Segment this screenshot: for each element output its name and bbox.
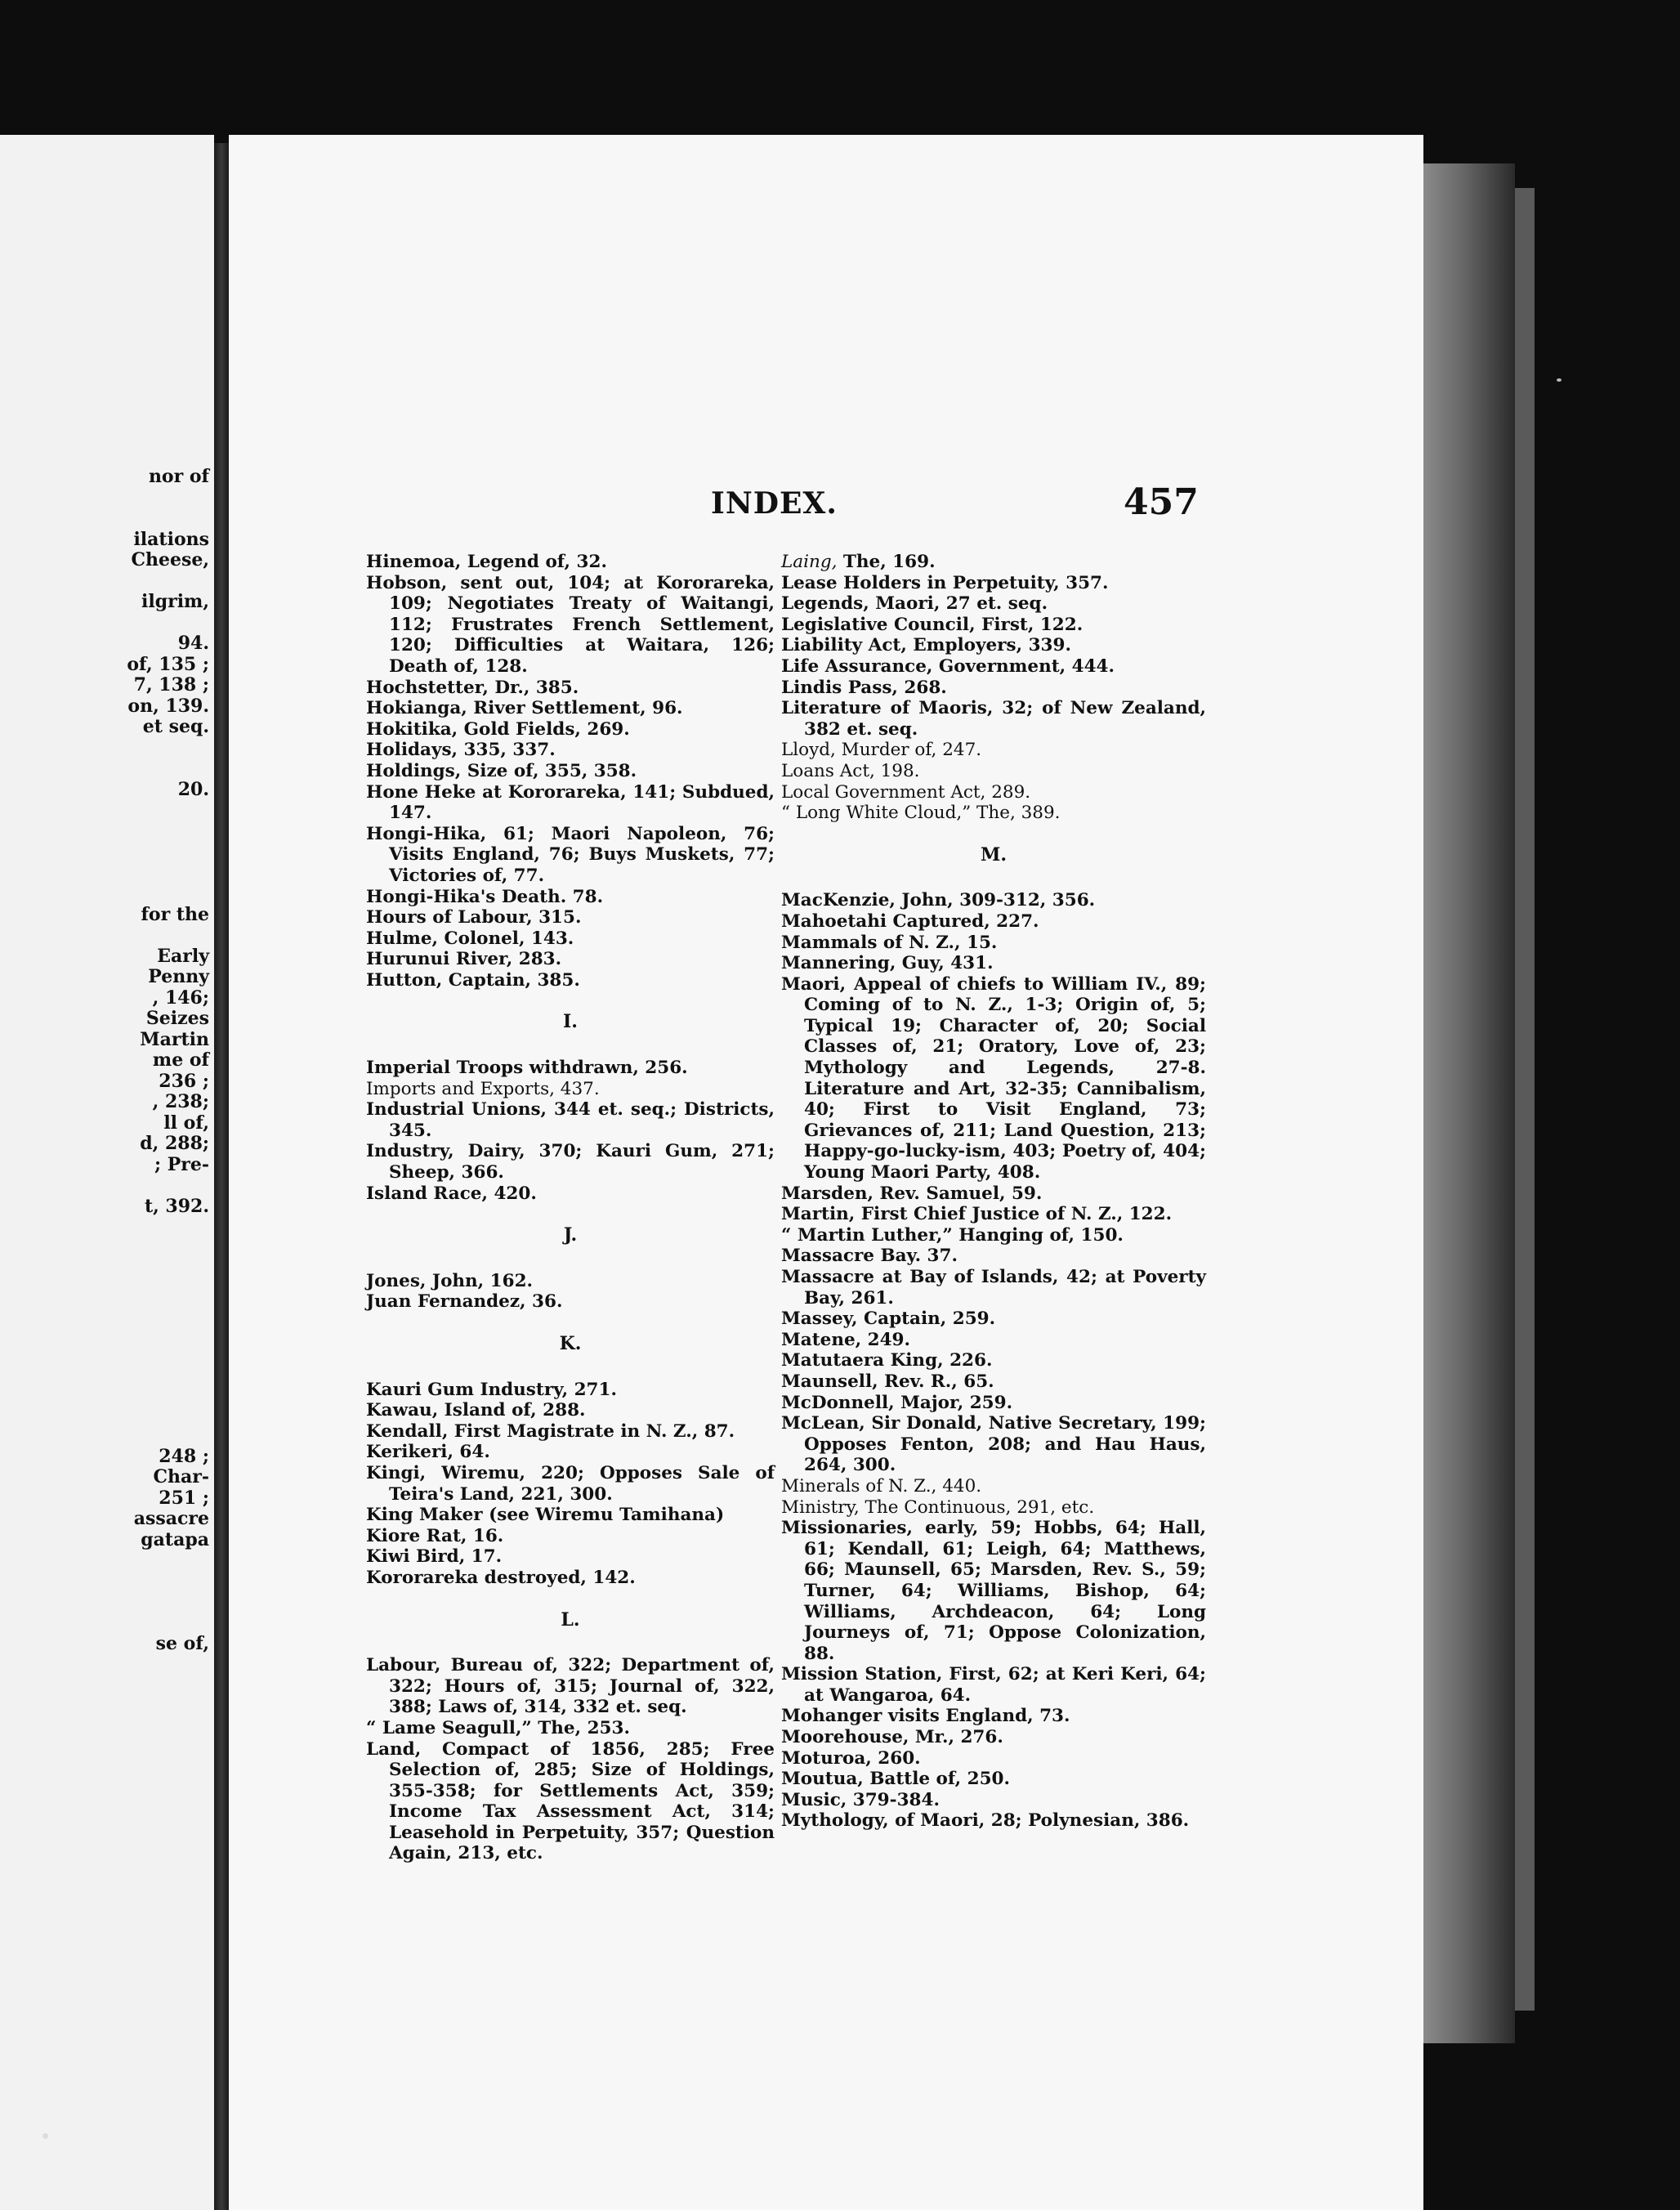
- facing-page-text-fragment: me of: [152, 1049, 209, 1071]
- index-entry: Hokianga, River Settlement, 96.: [366, 698, 683, 719]
- index-entry: Literature of Maoris, 32; of New Zealand, 382 et. seq.: [781, 698, 1206, 740]
- index-entry: Hongi-Hika, 61; Maori Napoleon, 76; Visits England, 76; Buys Muskets, 77; Victories of, 77.: [366, 823, 775, 886]
- facing-page-text-fragment: , 238;: [152, 1091, 209, 1112]
- facing-page-fragment: [0, 135, 214, 2210]
- index-entry: Industry, Dairy, 370; Kauri Gum, 271; Sheep, 366.: [366, 1141, 775, 1183]
- index-entry: Lindis Pass, 268.: [781, 677, 947, 698]
- index-entry: “ Lame Seagull,” The, 253.: [366, 1717, 630, 1738]
- index-entry: Mythology, of Maori, 28; Polynesian, 386.: [781, 1810, 1190, 1832]
- facing-page-text-fragment: 236 ;: [159, 1070, 209, 1092]
- index-entry: McLean, Sir Donald, Native Secretary, 199; Opposes Fenton, 208; and Hau Haus, 264, 300.: [781, 1413, 1206, 1476]
- facing-page-text-fragment: , 146;: [152, 986, 209, 1009]
- index-entry: Hulme, Colonel, 143.: [366, 928, 574, 949]
- facing-page-text-fragment: se of,: [155, 1633, 209, 1654]
- index-entry: Holdings, Size of, 355, 358.: [366, 760, 637, 781]
- section-letter: L.: [561, 1608, 580, 1631]
- facing-page-text-fragment: 94.: [177, 633, 209, 654]
- index-entry: McDonnell, Major, 259.: [781, 1392, 1013, 1413]
- facing-page-text-fragment: Char-: [153, 1466, 209, 1488]
- index-entry: Maunsell, Rev. R., 65.: [781, 1371, 994, 1392]
- facing-page-text-fragment: ; Pre-: [154, 1153, 209, 1175]
- page-header: [229, 481, 1423, 535]
- index-entry: Mannering, Guy, 431.: [781, 953, 994, 974]
- facing-page-text-fragment: Martin: [140, 1028, 209, 1050]
- index-entry: Massacre Bay. 37.: [781, 1246, 958, 1267]
- section-letter: I.: [563, 1011, 578, 1033]
- index-entry: Kawau, Island of, 288.: [366, 1400, 586, 1421]
- facing-page-text-fragment: nor of: [148, 466, 209, 487]
- index-entry: Missionaries, early, 59; Hobbs, 64; Hall, 61; Kendall, 61; Leigh, 64; Matthews, 66; Maunsell, 65; Marsden, Rev. S., 59; Turner, 64; Williams, Bishop, 64; Williams, Archdeacon, 64; Long Journeys of, 71; Oppose Colonization, 88.: [781, 1518, 1206, 1664]
- index-entry: Moutua, Battle of, 250.: [781, 1769, 1010, 1790]
- index-entry: Holidays, 335, 337.: [366, 740, 556, 761]
- index-entry: Hokitika, Gold Fields, 269.: [366, 718, 630, 740]
- index-entry: Music, 379-384.: [781, 1789, 940, 1810]
- index-entry: Hone Heke at Kororareka, 141; Subdued, 147.: [366, 781, 775, 824]
- facing-page-text-fragment: Penny: [148, 966, 209, 987]
- index-entry: Land, Compact of 1856, 285; Free Selection of, 285; Size of Holdings, 355-358; for Settlements Act, 359; Income Tax Assessment Act, 314; Leasehold in Perpetuity, 357; Question Again, 213, etc.: [366, 1738, 775, 1864]
- index-entry: King Maker (see Wiremu Tamihana): [366, 1505, 725, 1526]
- page-title: INDEX.: [711, 486, 838, 521]
- index-entry: Kororareka destroyed, 142.: [366, 1567, 636, 1588]
- index-entry: Kingi, Wiremu, 220; Opposes Sale of Teira's Land, 221, 300.: [366, 1462, 775, 1505]
- facing-page-text-fragment: Early: [157, 945, 209, 967]
- index-page: [229, 135, 1423, 2210]
- index-entry: Matutaera King, 226.: [781, 1350, 993, 1371]
- index-entry: “ Long White Cloud,” The, 389.: [781, 803, 1061, 824]
- index-entry: Massey, Captain, 259.: [781, 1309, 996, 1330]
- facing-page-text-fragment: 251 ;: [159, 1487, 209, 1509]
- index-entry: Liability Act, Employers, 339.: [781, 635, 1071, 656]
- index-entry: Mahoetahi Captured, 227.: [781, 910, 1039, 932]
- index-entry: MacKenzie, John, 309-312, 356.: [781, 890, 1096, 911]
- index-entry: Local Government Act, 289.: [781, 781, 1031, 803]
- index-entry: Industrial Unions, 344 et. seq.; Districts, 345.: [366, 1099, 775, 1141]
- index-entry: Island Race, 420.: [366, 1183, 537, 1204]
- index-entry: Mission Station, First, 62; at Keri Keri, 64; at Wangaroa, 64.: [781, 1664, 1206, 1706]
- index-entry: Hurunui River, 283.: [366, 949, 562, 970]
- page-number: 457: [1124, 481, 1199, 523]
- index-entry: Hours of Labour, 315.: [366, 907, 582, 928]
- index-entry: Hutton, Captain, 385.: [366, 969, 580, 991]
- index-entry: Minerals of N. Z., 440.: [781, 1475, 982, 1496]
- index-entry: “ Martin Luther,” Hanging of, 150.: [781, 1224, 1124, 1246]
- index-entry: Kauri Gum Industry, 271.: [366, 1379, 617, 1400]
- index-entry: Mammals of N. Z., 15.: [781, 932, 998, 953]
- index-entry: Hinemoa, Legend of, 32.: [366, 552, 607, 572]
- index-entry: Kiore Rat, 16.: [366, 1525, 504, 1546]
- index-entry: Kendall, First Magistrate in N. Z., 87.: [366, 1420, 735, 1442]
- facing-page-text-fragment: gatapa: [141, 1528, 209, 1550]
- facing-page-text-fragment: Cheese,: [131, 549, 209, 570]
- index-entry: Imports and Exports, 437.: [366, 1078, 600, 1099]
- facing-page-text-fragment: d, 288;: [140, 1133, 209, 1154]
- index-entry: Massacre at Bay of Islands, 42; at Poverty Bay, 261.: [781, 1267, 1206, 1309]
- facing-page-text-fragment: t, 392.: [144, 1195, 209, 1217]
- scan-speck: [1557, 378, 1562, 382]
- index-entry: Moorehouse, Mr., 276.: [781, 1727, 1003, 1748]
- index-entry: Kerikeri, 64.: [366, 1442, 490, 1463]
- facing-page-text-fragment: ll of,: [163, 1112, 209, 1134]
- facing-page-text-fragment: Seizes: [145, 1008, 209, 1029]
- index-entry: Hobson, sent out, 104; at Kororareka, 109; Negotiates Treaty of Waitangi, 112; Frustrates French Settlement, 120; Difficulties at Waitara, 126; Death of, 128.: [366, 572, 775, 677]
- index-entry: Life Assurance, Government, 444.: [781, 655, 1115, 677]
- index-entry: [781, 552, 1206, 573]
- page-edge-dark: [1515, 188, 1535, 2011]
- index-entry: Legislative Council, First, 122.: [781, 614, 1084, 635]
- facing-page-text-fragment: 7, 138 ;: [133, 674, 209, 696]
- index-entry-italic-lead: Laing,: [781, 552, 838, 572]
- facing-page-text-fragment: on, 139.: [127, 695, 209, 717]
- index-column-left: [366, 552, 775, 1864]
- facing-page-text-fragment: of, 135 ;: [127, 653, 209, 675]
- index-entry: Moturoa, 260.: [781, 1747, 921, 1769]
- index-entry-text: The, 169.: [837, 552, 936, 572]
- index-entry: Lease Holders in Perpetuity, 357.: [781, 572, 1109, 593]
- section-letter: J.: [563, 1224, 578, 1246]
- scan-speck: [42, 2133, 48, 2139]
- index-entry: Labour, Bureau of, 322; Department of, 322; Hours of, 315; Journal of, 322, 388; Laws of, 314, 332 et. seq.: [366, 1655, 775, 1718]
- index-entry: Jones, John, 162.: [366, 1270, 534, 1291]
- page-edge-shadow: [1423, 163, 1515, 2043]
- index-entry: Hochstetter, Dr., 385.: [366, 677, 579, 698]
- section-letter: K.: [559, 1333, 582, 1354]
- index-entry: Juan Fernandez, 36.: [366, 1291, 563, 1313]
- book-gutter: [214, 143, 229, 2210]
- index-column-right: [781, 552, 1206, 1832]
- index-entry: Ministry, The Continuous, 291, etc.: [781, 1496, 1095, 1518]
- index-entry: Maori, Appeal of chiefs to William IV., 89; Coming of to N. Z., 1-3; Origin of, 5; Typical 19; Character of, 20; Social Classes of, 21; Oratory, Love of, 23; Mythology and Legends, 27-8. Literature and Art, 32-35; Cannibalism, 40; First to Visit England, 73; Grievances of, 211; Land Question, 213; Happy-go-lucky-ism, 403; Poetry of, 404; Young Maori Party, 408.: [781, 973, 1206, 1183]
- index-entry: Imperial Troops withdrawn, 256.: [366, 1058, 688, 1079]
- facing-page-text-fragment: 248 ;: [159, 1445, 209, 1467]
- index-entry: Martin, First Chief Justice of N. Z., 122.: [781, 1204, 1173, 1225]
- index-entry: Kiwi Bird, 17.: [366, 1546, 503, 1568]
- facing-page-text-fragment: 20.: [177, 778, 209, 800]
- index-entry: Marsden, Rev. Samuel, 59.: [781, 1183, 1043, 1204]
- facing-page-text-fragment: et seq.: [142, 716, 209, 737]
- facing-page-text-fragment: for the: [141, 903, 209, 925]
- facing-page-text-fragment: ilgrim,: [141, 591, 209, 612]
- index-entry: Matene, 249.: [781, 1329, 910, 1350]
- facing-page-text-fragment: ilations: [133, 528, 209, 550]
- facing-page-text-fragment: assacre: [133, 1508, 209, 1529]
- index-entry: Lloyd, Murder of, 247.: [781, 740, 982, 761]
- index-entry: Legends, Maori, 27 et. seq.: [781, 593, 1048, 615]
- index-entry: Loans Act, 198.: [781, 760, 920, 781]
- section-letter: M.: [980, 843, 1007, 866]
- index-entry: Hongi-Hika's Death. 78.: [366, 886, 604, 907]
- index-entry: Mohanger visits England, 73.: [781, 1706, 1070, 1727]
